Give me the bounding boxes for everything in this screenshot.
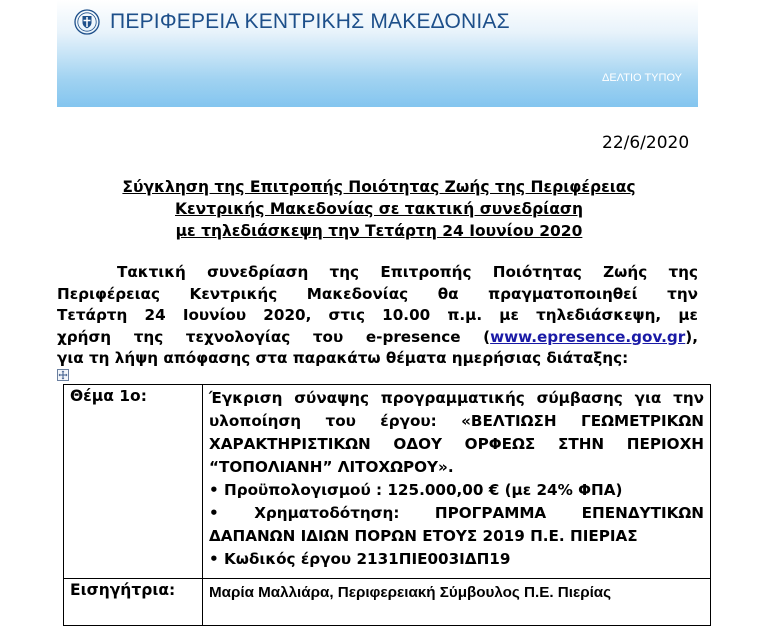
press-release-title — [60, 176, 698, 242]
title-line: Κεντρικής Μακεδονίας σε τακτική συνεδρίαση — [175, 200, 583, 218]
description-line: “ΤΟΠΟΛΙΑΝΗ” ΛΙΤΟΧΩΡΟΥ». — [209, 458, 454, 476]
agenda-item-description — [203, 385, 711, 579]
greek-coat-of-arms-icon — [74, 9, 100, 35]
intro-paragraph — [57, 262, 698, 370]
intro-text: χρήση της τεχνολογίας του e-presence ( — [57, 327, 491, 346]
agenda-item-label: Θέμα 1ο: — [64, 385, 203, 579]
funding-line: • Χρηματοδότηση: ΠΡΟΓΡΑΜΜΑ ΕΠΕΝΔΥΤΙΚΩΝ — [209, 504, 704, 522]
rapporteur-label: Εισηγήτρια: — [64, 579, 203, 626]
intro-line: Τετάρτη 24 Ιουνίου 2020, στις 10.00 π.μ. με τηλεδιάσκεψη, με — [57, 306, 698, 324]
header-banner — [57, 0, 698, 107]
funding-line: ΔΑΠΑΝΩΝ ΙΔΙΩΝ ΠΟΡΩΝ ΕΤΟΥΣ 2019 Π.Ε. ΠΙΕΡΙΑΣ — [209, 527, 638, 545]
intro-line: Περιφέρειας Κεντρικής Μακεδονίας θα πραγματοποιηθεί την — [57, 284, 698, 303]
description-line: υλοποίηση του έργου: «ΒΕΛΤΙΩΣΗ ΓΕΩΜΕΤΡΙΚΩΝ — [209, 412, 704, 430]
agenda-table — [63, 384, 711, 626]
document-date: 22/6/2020 — [602, 133, 690, 153]
intro-line: για τη λήψη απόφασης στα παρακάτω θέματα ημερήσιας διάταξης: — [57, 349, 629, 367]
description-line: Έγκριση σύναψης προγραμματικής σύμβασης για την — [209, 389, 704, 407]
document-type-label: ΔΕΛΤΙΟ ΤΥΠΟΥ — [602, 72, 682, 84]
intro-text: ), — [685, 327, 698, 346]
organization-name: ΠΕΡΙΦΕΡΕΙΑ ΚΕΝΤΡΙΚΗΣ ΜΑΚΕΔΟΝΙΑΣ — [110, 10, 510, 33]
intro-line — [57, 327, 698, 349]
intro-line: Τακτική συνεδρίαση της Επιτροπής Ποιότητας Ζωής της — [117, 263, 698, 281]
project-code-line: • Κωδικός έργου 2131ΠΙΕ003ΙΔΠ19 — [209, 550, 511, 568]
epresence-link[interactable]: www.epresence.gov.gr — [490, 327, 686, 346]
title-line: με τηλεδιάσκεψη την Τετάρτη 24 Ιουνίου 2020 — [175, 222, 583, 240]
budget-line: • Προϋπολογισμού : 125.000,00 € (με 24% ΦΠΑ) — [209, 481, 623, 499]
table-row — [64, 385, 711, 579]
rapporteur-name: Μαρία Μαλλιάρα, Περιφερειακή Σύμβουλος Π.Ε. Πιερίας — [203, 579, 711, 626]
table-row — [64, 579, 711, 626]
title-line: Σύγκληση της Επιτροπής Ποιότητας Ζωής της Περιφέρειας — [122, 178, 636, 196]
table-move-handle-icon[interactable] — [57, 369, 69, 381]
description-line: ΧΑΡΑΚΤΗΡΙΣΤΙΚΩΝ ΟΔΟΥ ΟΡΦΕΩΣ ΣΤΗΝ ΠΕΡΙΟΧΗ — [209, 435, 704, 453]
